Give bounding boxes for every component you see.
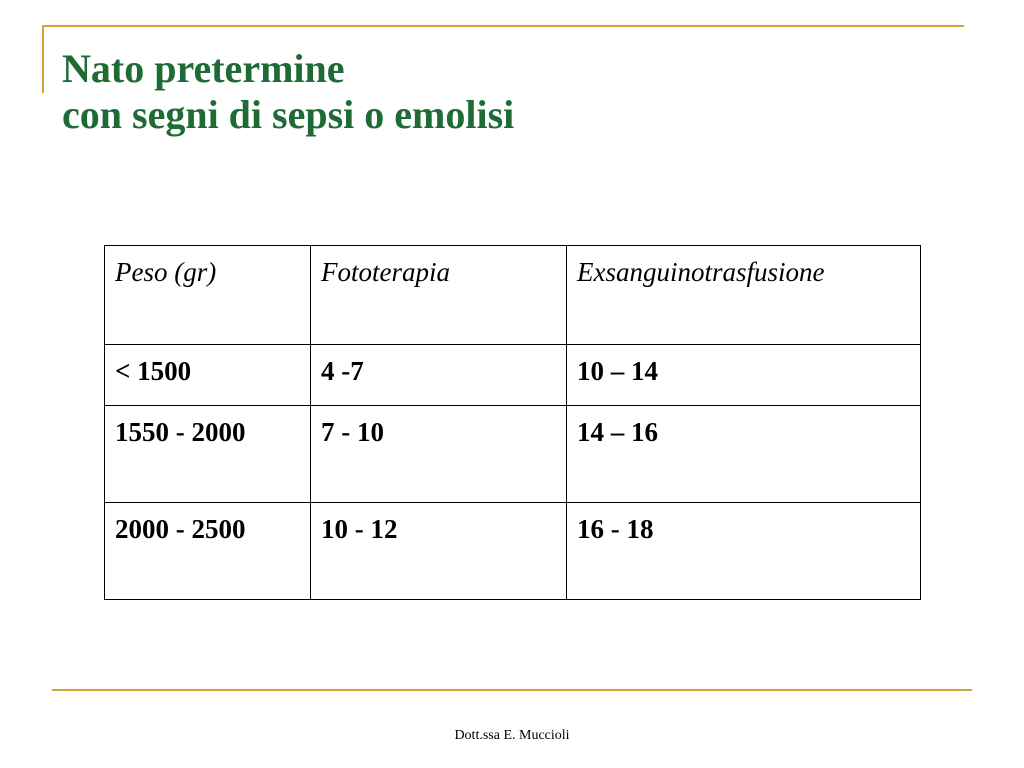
- phototherapy-threshold-table: [104, 245, 921, 600]
- table-cell-weight: 2000 - 2500: [105, 503, 311, 600]
- header-weight: Peso (gr): [105, 246, 311, 345]
- table-cell-phototherapy: 7 - 10: [311, 406, 567, 503]
- top-accent-line: [42, 25, 964, 27]
- table-cell-exchange-transfusion: 14 – 16: [567, 406, 921, 503]
- table-cell-weight: 1550 - 2000: [105, 406, 311, 503]
- header-exchange-transfusion: Exsanguinotrasfusione: [567, 246, 921, 345]
- table-cell-exchange-transfusion: 10 – 14: [567, 345, 921, 406]
- title-line-1: Nato pretermine: [62, 46, 345, 91]
- footer-divider: [52, 689, 972, 691]
- table-cell-weight: < 1500: [105, 345, 311, 406]
- slide-title: [62, 46, 514, 138]
- left-accent-line: [42, 25, 44, 93]
- title-line-2: con segni di sepsi o emolisi: [62, 92, 515, 137]
- header-phototherapy: Fototerapia: [311, 246, 567, 345]
- table-cell-phototherapy: 4 -7: [311, 345, 567, 406]
- table-header-row: [105, 246, 921, 345]
- table-cell-phototherapy: 10 - 12: [311, 503, 567, 600]
- table-row: [105, 345, 921, 406]
- table-row: [105, 406, 921, 503]
- footer-author: Dott.ssa E. Muccioli: [454, 728, 570, 743]
- table-cell-exchange-transfusion: 16 - 18: [567, 503, 921, 600]
- table-row: [105, 503, 921, 600]
